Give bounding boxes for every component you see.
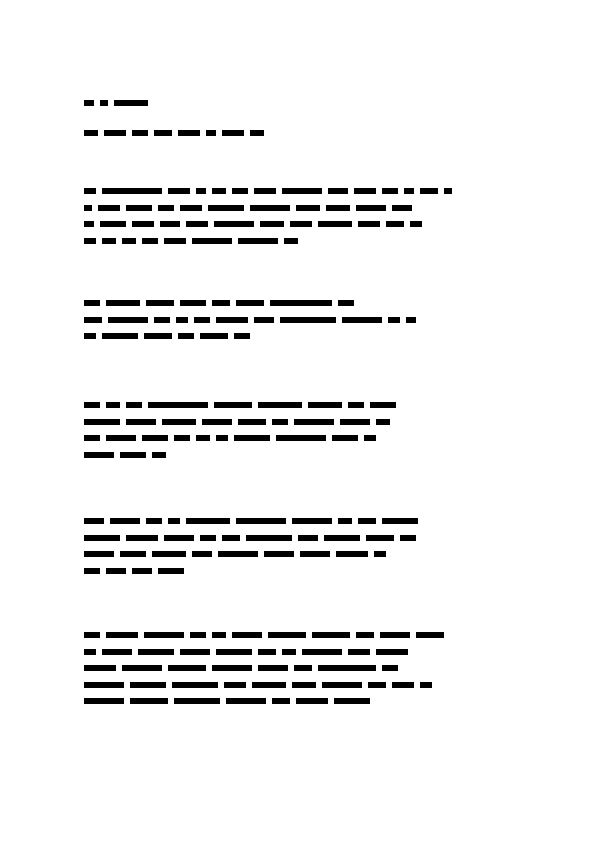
text-word-block [356, 205, 386, 211]
text-word-block [84, 682, 124, 688]
text-word-block [296, 205, 320, 211]
text-word-block [338, 518, 352, 524]
text-word-block [376, 649, 408, 655]
text-word-block [300, 551, 330, 557]
text-word-block [318, 665, 376, 671]
text-word-block [148, 402, 208, 408]
text-word-block [250, 130, 264, 136]
text-word-block [130, 698, 168, 704]
text-word-block [302, 649, 342, 655]
text-word-block [356, 632, 374, 638]
text-word-block [114, 100, 148, 106]
text-word-block [106, 568, 126, 574]
text-word-block [264, 551, 294, 557]
text-word-block [218, 551, 258, 557]
text-word-block [368, 682, 386, 688]
text-word-block [282, 649, 296, 655]
text-word-block [382, 665, 398, 671]
text-word-block [178, 130, 200, 136]
text-word-block [276, 435, 326, 441]
text-word-block [160, 221, 180, 227]
text-word-block [152, 452, 166, 458]
text-word-block [146, 300, 174, 306]
text-word-block [102, 333, 138, 339]
text-word-block [130, 682, 166, 688]
text-word-block [152, 551, 186, 557]
text-word-block [416, 632, 444, 638]
text-word-block [322, 682, 362, 688]
text-word-block [202, 419, 232, 425]
text-word-block [168, 665, 206, 671]
text-word-block [212, 665, 252, 671]
text-word-block [284, 238, 298, 244]
text-word-block [354, 188, 376, 194]
text-word-block [106, 632, 138, 638]
text-word-block [84, 238, 96, 244]
text-word-block [84, 333, 96, 339]
text-word-block [380, 632, 410, 638]
text-word-block [102, 238, 116, 244]
text-word-block [420, 682, 432, 688]
text-word-block [308, 402, 342, 408]
text-word-block [132, 221, 154, 227]
text-word-block [364, 435, 376, 441]
text-word-block [84, 535, 120, 541]
text-word-block [222, 130, 244, 136]
text-word-block [158, 205, 174, 211]
text-word-block [100, 221, 126, 227]
text-word-block [138, 649, 174, 655]
text-word-block [260, 221, 284, 227]
text-word-block [186, 518, 230, 524]
text-word-block [104, 130, 126, 136]
text-word-block [84, 649, 96, 655]
text-word-block [294, 665, 312, 671]
text-word-block [324, 535, 360, 541]
text-word-block [216, 649, 252, 655]
text-word-block [180, 649, 210, 655]
text-word-block [84, 419, 120, 425]
text-word-block [234, 333, 250, 339]
text-word-block [258, 665, 288, 671]
text-word-block [270, 300, 332, 306]
text-word-block [132, 568, 152, 574]
text-word-block [84, 435, 100, 441]
text-word-block [84, 100, 94, 106]
text-word-block [102, 188, 162, 194]
text-word-block [246, 535, 292, 541]
text-word-block [126, 535, 158, 541]
text-word-block [234, 435, 270, 441]
text-word-block [444, 188, 452, 194]
text-word-block [224, 682, 246, 688]
text-word-block [158, 568, 184, 574]
text-word-block [312, 632, 350, 638]
text-word-block [258, 649, 276, 655]
text-word-block [272, 419, 288, 425]
text-word-block [142, 238, 158, 244]
text-word-block [84, 130, 98, 136]
text-word-block [222, 535, 240, 541]
text-word-block [214, 221, 254, 227]
text-word-block [84, 205, 92, 211]
text-word-block [190, 632, 206, 638]
text-word-block [272, 698, 290, 704]
text-word-block [84, 452, 114, 458]
text-word-block [192, 238, 232, 244]
text-word-block [162, 419, 196, 425]
text-word-block [200, 333, 228, 339]
text-word-block [154, 130, 172, 136]
text-word-block [194, 317, 210, 323]
text-word-block [154, 317, 170, 323]
text-word-block [366, 535, 394, 541]
text-word-block [122, 665, 162, 671]
text-word-block [238, 238, 278, 244]
text-word-block [208, 205, 244, 211]
text-word-block [374, 551, 386, 557]
text-word-block [216, 435, 228, 441]
text-word-block [238, 419, 266, 425]
text-word-block [126, 419, 156, 425]
text-word-block [168, 518, 180, 524]
text-word-block [106, 435, 136, 441]
text-word-block [336, 551, 368, 557]
text-word-block [376, 419, 390, 425]
text-word-block [392, 205, 412, 211]
text-word-block [358, 518, 376, 524]
text-word-block [110, 518, 140, 524]
text-word-block [168, 188, 190, 194]
text-word-block [298, 535, 318, 541]
text-word-block [120, 551, 146, 557]
text-word-block [164, 535, 194, 541]
text-word-block [84, 221, 94, 227]
text-word-block [282, 188, 322, 194]
text-word-block [420, 188, 438, 194]
text-word-block [144, 333, 172, 339]
text-word-block [84, 300, 100, 306]
text-word-block [146, 518, 162, 524]
text-word-block [142, 435, 168, 441]
text-word-block [236, 518, 286, 524]
text-word-block [232, 632, 262, 638]
text-word-block [216, 317, 248, 323]
text-word-block [358, 221, 380, 227]
text-word-block [172, 682, 218, 688]
text-word-block [326, 205, 350, 211]
text-word-block [200, 535, 216, 541]
text-word-block [122, 238, 136, 244]
text-word-block [84, 568, 100, 574]
text-word-block [252, 682, 286, 688]
text-word-block [206, 130, 216, 136]
text-word-block [106, 300, 140, 306]
text-word-block [348, 649, 370, 655]
text-word-block [340, 419, 370, 425]
text-word-block [108, 317, 148, 323]
text-word-block [132, 130, 148, 136]
text-word-block [338, 300, 354, 306]
text-word-block [186, 221, 208, 227]
text-word-block [144, 632, 184, 638]
text-word-block [102, 649, 132, 655]
text-word-block [126, 402, 142, 408]
text-word-block [120, 452, 146, 458]
text-word-block [176, 317, 188, 323]
text-word-block [348, 402, 364, 408]
text-word-block [404, 188, 414, 194]
text-word-block [100, 100, 108, 106]
text-word-block [292, 518, 332, 524]
text-word-block [84, 518, 104, 524]
text-word-block [318, 221, 352, 227]
text-word-block [180, 300, 206, 306]
text-word-block [386, 221, 404, 227]
text-word-block [226, 698, 266, 704]
text-word-block [174, 435, 190, 441]
text-word-block [290, 221, 312, 227]
text-word-block [174, 698, 220, 704]
text-word-block [406, 317, 416, 323]
text-word-block [328, 188, 348, 194]
text-word-block [84, 188, 96, 194]
text-word-block [212, 300, 230, 306]
text-word-block [84, 317, 102, 323]
text-word-block [212, 188, 226, 194]
text-word-block [382, 518, 418, 524]
text-word-block [294, 419, 334, 425]
text-word-block [98, 205, 120, 211]
text-word-block [296, 698, 328, 704]
text-word-block [332, 435, 358, 441]
text-word-block [232, 188, 248, 194]
text-word-block [280, 317, 336, 323]
text-word-block [180, 205, 202, 211]
text-word-block [410, 221, 422, 227]
text-word-block [268, 632, 306, 638]
text-word-block [212, 632, 226, 638]
text-word-block [342, 317, 382, 323]
text-word-block [84, 665, 116, 671]
text-word-block [258, 402, 302, 408]
text-word-block [84, 551, 114, 557]
text-word-block [84, 632, 100, 638]
text-word-block [392, 682, 414, 688]
text-word-block [236, 300, 264, 306]
text-word-block [214, 402, 252, 408]
text-word-block [164, 238, 186, 244]
text-word-block [84, 698, 124, 704]
text-word-block [178, 333, 194, 339]
text-word-block [388, 317, 400, 323]
text-word-block [334, 698, 370, 704]
text-word-block [400, 535, 416, 541]
text-word-block [292, 682, 316, 688]
text-word-block [254, 188, 276, 194]
text-word-block [382, 188, 398, 194]
text-word-block [106, 402, 120, 408]
text-word-block [196, 188, 206, 194]
text-word-block [192, 551, 212, 557]
text-word-block [250, 205, 290, 211]
text-word-block [84, 402, 100, 408]
text-word-block [370, 402, 396, 408]
text-word-block [254, 317, 274, 323]
text-word-block [126, 205, 152, 211]
text-word-block [196, 435, 210, 441]
